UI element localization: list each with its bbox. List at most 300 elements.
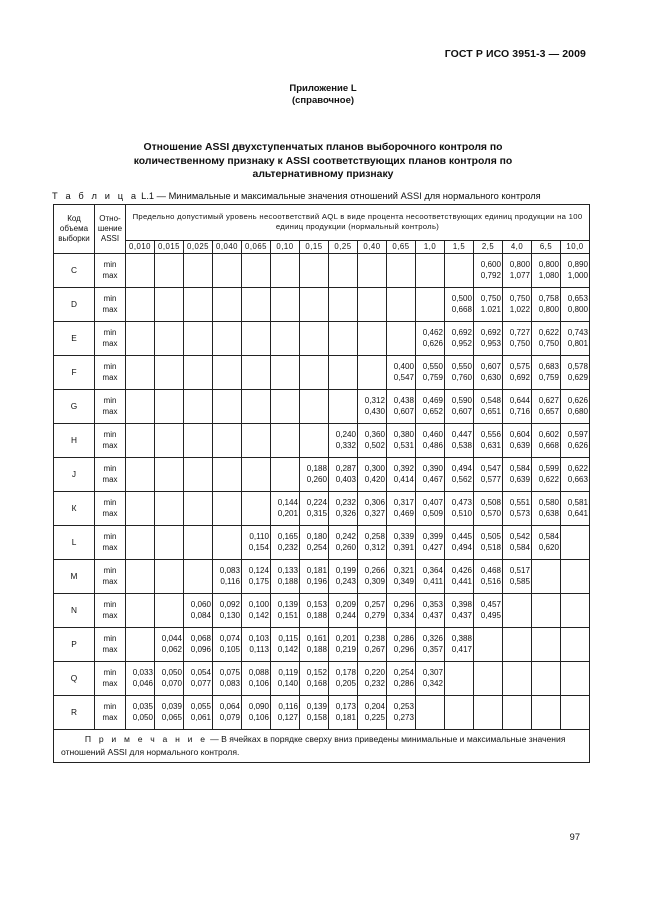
ratio-cell: [387, 628, 416, 662]
min-value: 0,602: [538, 430, 559, 439]
max-value: 0,296: [393, 644, 414, 654]
min-value: 0,220: [364, 668, 385, 677]
ratio-cell: [387, 458, 416, 492]
max-value: 0,315: [306, 508, 327, 518]
min-value: 0,339: [393, 532, 414, 541]
sample-code-cell: L: [54, 526, 95, 560]
max-value: 0,267: [364, 644, 385, 654]
ratio-cell: [242, 696, 271, 730]
ratio-cell: [300, 492, 329, 526]
max-value: 0,196: [306, 576, 327, 586]
sample-code-cell: D: [54, 288, 95, 322]
ratio-cell: [155, 662, 184, 696]
ratio-cell: [184, 424, 213, 458]
max-value: 0,427: [422, 542, 443, 552]
max-value: 0,668: [538, 440, 559, 450]
ratio-cell: [561, 458, 590, 492]
min-value: 0,457: [480, 600, 501, 609]
table-row: [54, 526, 590, 560]
ratio-cell: [358, 254, 387, 288]
min-value: 0,550: [451, 362, 472, 371]
ratio-cell: [213, 288, 242, 322]
min-value: 0,035: [132, 702, 153, 711]
ratio-cell: [184, 696, 213, 730]
min-value: 0,152: [306, 668, 327, 677]
ratio-cell: [387, 560, 416, 594]
ratio-cell: [242, 254, 271, 288]
min-value: 0,469: [422, 396, 443, 405]
ratio-cell: [126, 628, 155, 662]
ratio-cell: [271, 526, 300, 560]
ratio-cell: [532, 628, 561, 662]
max-value: 0,142: [277, 644, 298, 654]
max-value: 0,188: [306, 644, 327, 654]
ratio-cell: [503, 288, 532, 322]
max-value: 0,631: [480, 440, 501, 450]
ratio-cell: [155, 458, 184, 492]
ratio-cell: [503, 628, 532, 662]
min-value: 0,500: [451, 294, 472, 303]
ratio-cell: [561, 662, 590, 696]
ratio-cell: [416, 662, 445, 696]
min-value: 0,599: [538, 464, 559, 473]
ratio-cell: [126, 356, 155, 390]
max-label: max: [102, 440, 118, 450]
ratio-cell: [184, 322, 213, 356]
ratio-cell: [532, 458, 561, 492]
sample-code-cell: N: [54, 594, 95, 628]
min-max-label-cell: [95, 390, 126, 424]
ratio-cell: [213, 696, 242, 730]
aql-level-header: 0,010: [126, 240, 155, 253]
appendix-heading: [0, 83, 646, 107]
aql-level-header: 0,065: [242, 240, 271, 253]
max-value: 0,750: [538, 338, 559, 348]
max-value: 0,437: [422, 610, 443, 620]
max-value: 0,312: [364, 542, 385, 552]
max-value: 0,403: [335, 474, 356, 484]
max-value: 0,538: [451, 440, 472, 450]
sample-code-cell: E: [54, 322, 95, 356]
min-max-label-cell: [95, 254, 126, 288]
max-value: 0,140: [277, 678, 298, 688]
max-value: 0,547: [393, 372, 414, 382]
min-max-label-cell: [95, 322, 126, 356]
min-value: 0,584: [538, 532, 559, 541]
ratio-cell: [242, 628, 271, 662]
max-value: 0,079: [219, 712, 240, 722]
max-value: 0,062: [161, 644, 182, 654]
ratio-cell: [474, 492, 503, 526]
max-value: 0,570: [480, 508, 501, 518]
min-value: 0,033: [132, 668, 153, 677]
max-value: 0,639: [509, 474, 530, 484]
ratio-cell: [126, 492, 155, 526]
ratio-cell: [503, 390, 532, 424]
max-value: 0,502: [364, 440, 385, 450]
min-value: 0,153: [306, 600, 327, 609]
ratio-cell: [474, 628, 503, 662]
min-value: 0,055: [190, 702, 211, 711]
ratio-cell: [358, 458, 387, 492]
max-value: 0,332: [335, 440, 356, 450]
min-value: 0,266: [364, 566, 385, 575]
min-value: 0,556: [480, 430, 501, 439]
sample-code-cell: M: [54, 560, 95, 594]
max-value: 0,531: [393, 440, 414, 450]
max-value: 0,142: [248, 610, 269, 620]
max-value: 0,573: [509, 508, 530, 518]
table-caption: [52, 191, 541, 201]
min-value: 0,139: [277, 600, 298, 609]
max-value: 0,334: [393, 610, 414, 620]
ratio-cell: [213, 390, 242, 424]
max-value: 0,065: [161, 712, 182, 722]
ratio-cell: [300, 322, 329, 356]
min-value: 0,116: [278, 702, 298, 711]
max-value: 0,509: [422, 508, 443, 518]
ratio-cell: [213, 662, 242, 696]
min-value: 0,548: [480, 396, 501, 405]
ratio-cell: [387, 322, 416, 356]
max-value: 0,584: [509, 542, 530, 552]
ratio-cell: [184, 594, 213, 628]
table-caption-prefix: Т а б л и ц а: [52, 191, 139, 201]
min-max-label-cell: [95, 424, 126, 458]
min-value: 0,201: [335, 634, 356, 643]
aql-level-header: 0,015: [155, 240, 184, 253]
ratio-cell: [358, 322, 387, 356]
min-value: 0,119: [278, 668, 298, 677]
min-value: 0,254: [393, 668, 414, 677]
ratio-cell: [561, 492, 590, 526]
max-value: 0,516: [480, 576, 501, 586]
min-max-label-cell: [95, 492, 126, 526]
ratio-cell: [503, 594, 532, 628]
ratio-cell: [300, 560, 329, 594]
max-label: max: [102, 406, 118, 416]
min-value: 0,287: [335, 464, 356, 473]
ratio-cell: [155, 288, 184, 322]
ratio-cell: [561, 628, 590, 662]
ratio-cell: [300, 458, 329, 492]
ratio-cell: [300, 628, 329, 662]
max-value: 0,154: [248, 542, 269, 552]
max-value: 0,414: [393, 474, 414, 484]
ratio-cell: [242, 492, 271, 526]
max-value: 0,151: [277, 610, 298, 620]
min-max-label-cell: [95, 628, 126, 662]
ratio-cell: [155, 424, 184, 458]
aql-level-header: 6,5: [532, 240, 561, 253]
table-row: [54, 356, 590, 390]
min-value: 0,607: [480, 362, 501, 371]
min-value: 0,173: [335, 702, 356, 711]
header-aql-description: Предельно допустимый уровень несоответствий AQL в виде процента несоответствующих единиц продукции на 100 единиц продукции (нормальный контроль): [126, 205, 590, 241]
min-value: 0,627: [538, 396, 559, 405]
min-value: 0,296: [393, 600, 414, 609]
ratio-cell: [271, 696, 300, 730]
max-value: 0,792: [480, 270, 501, 280]
ratio-cell: [329, 628, 358, 662]
min-value: 0,258: [364, 532, 385, 541]
ratio-cell: [271, 662, 300, 696]
ratio-cell: [329, 526, 358, 560]
min-value: 0,392: [393, 464, 414, 473]
ratio-cell: [416, 458, 445, 492]
ratio-cell: [329, 322, 358, 356]
aql-level-header: 4,0: [503, 240, 532, 253]
max-value: 0,467: [422, 474, 443, 484]
ratio-cell: [155, 390, 184, 424]
ratio-cell: [184, 390, 213, 424]
max-value: 0,106: [248, 678, 269, 688]
ratio-cell: [184, 526, 213, 560]
ratio-cell: [503, 662, 532, 696]
ratio-cell: [445, 390, 474, 424]
max-value: 0,254: [306, 542, 327, 552]
aql-level-header: 0,40: [358, 240, 387, 253]
max-value: 0,486: [422, 440, 443, 450]
ratio-cell: [300, 254, 329, 288]
max-value: 0,639: [509, 440, 530, 450]
min-value: 0,326: [422, 634, 443, 643]
min-value: 0,800: [509, 260, 530, 269]
ratio-cell: [561, 424, 590, 458]
aql-level-header: 10,0: [561, 240, 590, 253]
ratio-cell: [329, 390, 358, 424]
ratio-cell: [213, 424, 242, 458]
max-value: 0,607: [451, 406, 472, 416]
min-value: 0,100: [248, 600, 269, 609]
ratio-cell: [445, 526, 474, 560]
min-value: 0,407: [422, 498, 443, 507]
max-value: 0,651: [480, 406, 501, 416]
min-label: min: [103, 362, 117, 371]
min-value: 0,074: [219, 634, 240, 643]
ratio-cell: [329, 594, 358, 628]
ratio-cell: [474, 526, 503, 560]
min-value: 0,144: [277, 498, 298, 507]
ratio-cell: [329, 424, 358, 458]
ratio-cell: [271, 322, 300, 356]
ratio-cell: [300, 696, 329, 730]
min-value: 0,584: [509, 464, 530, 473]
max-label: max: [102, 610, 118, 620]
min-value: 0,199: [335, 566, 356, 575]
min-value: 0,090: [248, 702, 269, 711]
ratio-cell: [561, 288, 590, 322]
ratio-cell: [271, 628, 300, 662]
min-label: min: [103, 260, 117, 269]
min-value: 0,547: [480, 464, 501, 473]
ratio-cell: [271, 424, 300, 458]
ratio-cell: [126, 458, 155, 492]
max-value: 0,607: [393, 406, 414, 416]
ratio-cell: [184, 458, 213, 492]
ratio-cell: [387, 594, 416, 628]
ratio-cell: [358, 628, 387, 662]
max-value: 0,657: [538, 406, 559, 416]
max-value: 1,077: [509, 270, 530, 280]
ratio-cell: [126, 288, 155, 322]
max-value: 0,518: [480, 542, 501, 552]
max-value: 0,050: [132, 712, 153, 722]
ratio-cell: [213, 526, 242, 560]
max-value: 0,046: [132, 678, 153, 688]
min-value: 0,460: [422, 430, 443, 439]
table-row: [54, 560, 590, 594]
min-value: 0,494: [451, 464, 472, 473]
max-value: 0,495: [480, 610, 501, 620]
sample-code-cell: F: [54, 356, 95, 390]
ratio-cell: [387, 526, 416, 560]
ratio-cell: [300, 424, 329, 458]
ratio-cell: [242, 356, 271, 390]
ratio-cell: [271, 560, 300, 594]
note-row: [54, 730, 590, 763]
max-value: 0,391: [393, 542, 414, 552]
ratio-cell: [532, 356, 561, 390]
ratio-cell: [445, 288, 474, 322]
ratio-cell: [561, 254, 590, 288]
min-max-label-cell: [95, 594, 126, 628]
ratio-cell: [474, 390, 503, 424]
ratio-cell: [387, 662, 416, 696]
min-value: 0,312: [364, 396, 385, 405]
min-value: 0,468: [480, 566, 501, 575]
ratio-cell: [503, 356, 532, 390]
ratio-cell: [474, 696, 503, 730]
max-value: 0,430: [364, 406, 385, 416]
min-value: 0,750: [480, 294, 501, 303]
min-value: 0,692: [451, 328, 472, 337]
max-value: 0,652: [422, 406, 443, 416]
ratio-cell: [242, 662, 271, 696]
max-label: max: [102, 576, 118, 586]
ratio-cell: [416, 492, 445, 526]
max-value: 0,181: [335, 712, 356, 722]
min-value: 0,068: [190, 634, 211, 643]
ratio-cell: [300, 662, 329, 696]
ratio-cell: [445, 560, 474, 594]
min-value: 0,321: [393, 566, 414, 575]
max-value: 0,626: [567, 440, 589, 450]
ratio-cell: [474, 322, 503, 356]
max-value: 0,417: [451, 644, 472, 654]
ratio-cell: [155, 594, 184, 628]
max-value: 0,127: [277, 712, 298, 722]
ratio-cell: [271, 254, 300, 288]
max-value: 0,273: [393, 712, 414, 722]
max-value: 0,952: [451, 338, 472, 348]
max-value: 0,260: [335, 542, 356, 552]
sample-code-cell: К: [54, 492, 95, 526]
ratio-cell: [358, 696, 387, 730]
ratio-cell: [387, 696, 416, 730]
ratio-cell: [503, 322, 532, 356]
min-label: min: [103, 498, 117, 507]
max-label: max: [102, 474, 118, 484]
min-max-label-cell: [95, 662, 126, 696]
min-value: 0,050: [161, 668, 182, 677]
aql-level-header: 1,0: [416, 240, 445, 253]
min-value: 0,209: [335, 600, 356, 609]
max-value: 0,113: [249, 644, 269, 654]
min-value: 0,253: [393, 702, 414, 711]
ratio-cell: [271, 390, 300, 424]
min-value: 0,054: [190, 668, 211, 677]
ratio-cell: [503, 696, 532, 730]
min-value: 0,426: [451, 566, 472, 575]
min-value: 0,224: [306, 498, 327, 507]
max-value: 0,953: [480, 338, 501, 348]
ratio-cell: [416, 254, 445, 288]
ratio-cell: [329, 696, 358, 730]
min-value: 0,473: [451, 498, 472, 507]
ratio-cell: [532, 662, 561, 696]
min-label: min: [103, 566, 117, 575]
appendix-title: Приложение L: [289, 83, 357, 94]
assi-ratio-table: [53, 204, 590, 763]
min-value: 0,088: [248, 668, 269, 677]
standard-number: ГОСТ Р ИСО 3951-3 — 2009: [444, 48, 586, 60]
min-value: 0,360: [364, 430, 385, 439]
ratio-cell: [242, 458, 271, 492]
sample-code-cell: P: [54, 628, 95, 662]
max-value: 0,759: [422, 372, 443, 382]
ratio-cell: [532, 696, 561, 730]
max-value: 0,188: [306, 610, 327, 620]
min-value: 0,575: [509, 362, 530, 371]
table-row: [54, 322, 590, 356]
ratio-cell: [271, 594, 300, 628]
ratio-cell: [329, 356, 358, 390]
ratio-cell: [445, 458, 474, 492]
ratio-cell: [126, 662, 155, 696]
ratio-cell: [561, 356, 590, 390]
max-value: 0,759: [538, 372, 559, 382]
min-value: 0,300: [364, 464, 385, 473]
max-value: 0,168: [306, 678, 327, 688]
ratio-cell: [213, 356, 242, 390]
ratio-cell: [416, 322, 445, 356]
ratio-cell: [329, 560, 358, 594]
max-value: 0,077: [190, 678, 211, 688]
min-value: 0,505: [480, 532, 501, 541]
max-value: 1,000: [567, 270, 589, 280]
ratio-cell: [474, 288, 503, 322]
table-row: [54, 492, 590, 526]
max-value: 0,232: [364, 678, 385, 688]
ratio-cell: [445, 594, 474, 628]
header-sample-code: Код объема выборки: [54, 205, 95, 254]
ratio-cell: [126, 696, 155, 730]
min-value: 0,551: [509, 498, 530, 507]
max-value: 0,286: [393, 678, 414, 688]
min-max-label-cell: [95, 526, 126, 560]
aql-level-header: 0,040: [213, 240, 242, 253]
max-value: 0,225: [364, 712, 385, 722]
sample-code-cell: Q: [54, 662, 95, 696]
ratio-cell: [329, 458, 358, 492]
min-label: min: [103, 294, 117, 303]
max-label: max: [102, 304, 118, 314]
ratio-cell: [126, 526, 155, 560]
min-value: 0,508: [480, 498, 501, 507]
min-value: 0,257: [364, 600, 385, 609]
min-value: 0,103: [248, 634, 269, 643]
